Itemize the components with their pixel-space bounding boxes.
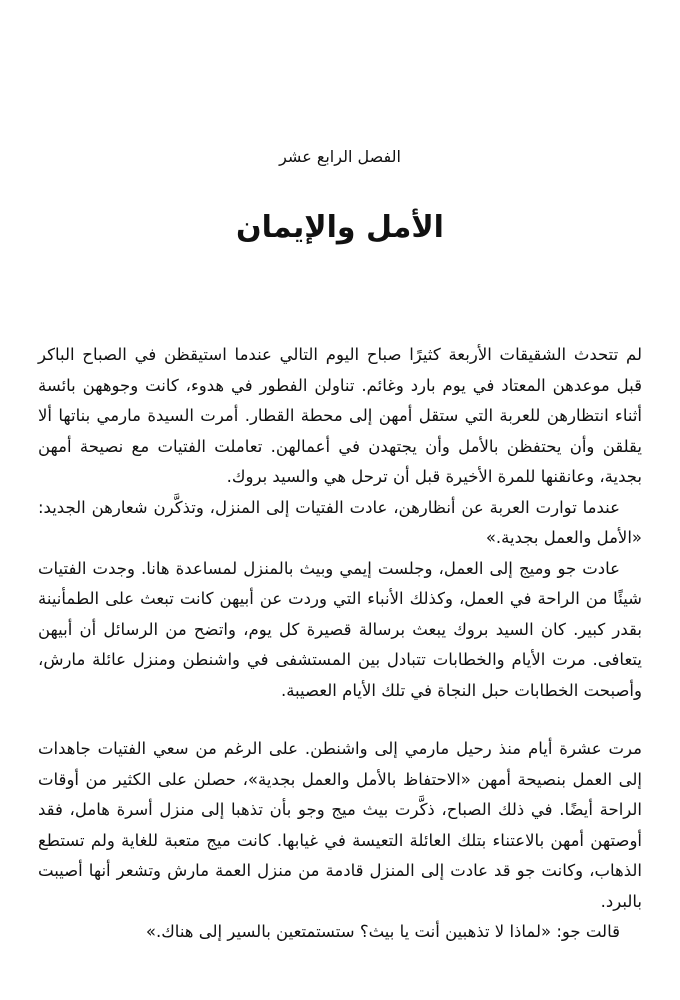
paragraph: قالت جو: «لماذا لا تذهبين أنت يا بيث؟ ستستمتعين بالسير إلى هناك.» — [145, 922, 620, 941]
chapter-body — [38, 340, 642, 948]
book-page — [38, 0, 642, 1000]
chapter-title: الأمل والإيمان — [236, 210, 444, 245]
paragraph: عندما توارت العربة عن أنظارهن، عادت الفتيات إلى المنزل، وتذكَّرن شعارهن الجديد: «الأمل والعمل بجدية.» — [38, 497, 642, 547]
chapter-label: الفصل الرابع عشر — [279, 147, 401, 166]
paragraph: مرت عشرة أيام منذ رحيل مارمي إلى واشنطن. على الرغم من سعي الفتيات جاهدات إلى العمل بنصيحة أمهن «الاحتفاظ بالأمل والعمل بجدية»، حصلن على الكثير من أوقات الراحة أيضًا. في ذلك الصباح، ذكَّرت بيث ميج وجو بأن تذهبا إلى منزل أسرة هامل، فقد أوصتهن أمهن بالاعتناء بتلك العائلة التعيسة في غيابها. كانت ميج متعبة للغاية ولم تستطع الذهاب، وكانت جو قد عادت إلى المنزل قادمة من منزل العمة مارش وتشعر أنها أصيبت بالبرد. — [38, 739, 642, 911]
paragraph: عادت جو وميج إلى العمل، وجلست إيمي وبيث بالمنزل لمساعدة هانا. وجدت الفتيات شيئًا من الراحة في العمل، وكذلك الأنباء التي وردت عن أبيهن كانت تبعث على الطمأنينة بقدر كبير. كان السيد بروك يبعث برسالة قصيرة كل يوم، واتضح من الرسائل أن أبيهن يتعافى. مرت الأيام والخطابات تتبادل بين المستشفى في واشنطن ومنزل عائلة مارش، وأصبحت الخطابات حبل النجاة في تلك الأيام العصيبة. — [38, 558, 642, 700]
paragraph: لم تتحدث الشقيقات الأربعة كثيرًا صباح اليوم التالي عندما استيقظن في الصباح الباكر قبل موعدهن المعتاد في يوم بارد وغائم. تناولن الفطور في هدوء، كانت وجوههن بائسة أثناء انتظارهن للعربة التي ستقل أمهن إلى محطة القطار. أمرت السيدة مارمي بناتها ألا يقلقن وأن يحتفظن بالأمل وأن يجتهدن في أعمالهن. تعاملت الفتيات مع نصيحة أمهن بجدية، وعانقنها للمرة الأخيرة قبل أن ترحل هي والسيد بروك. — [38, 345, 642, 486]
